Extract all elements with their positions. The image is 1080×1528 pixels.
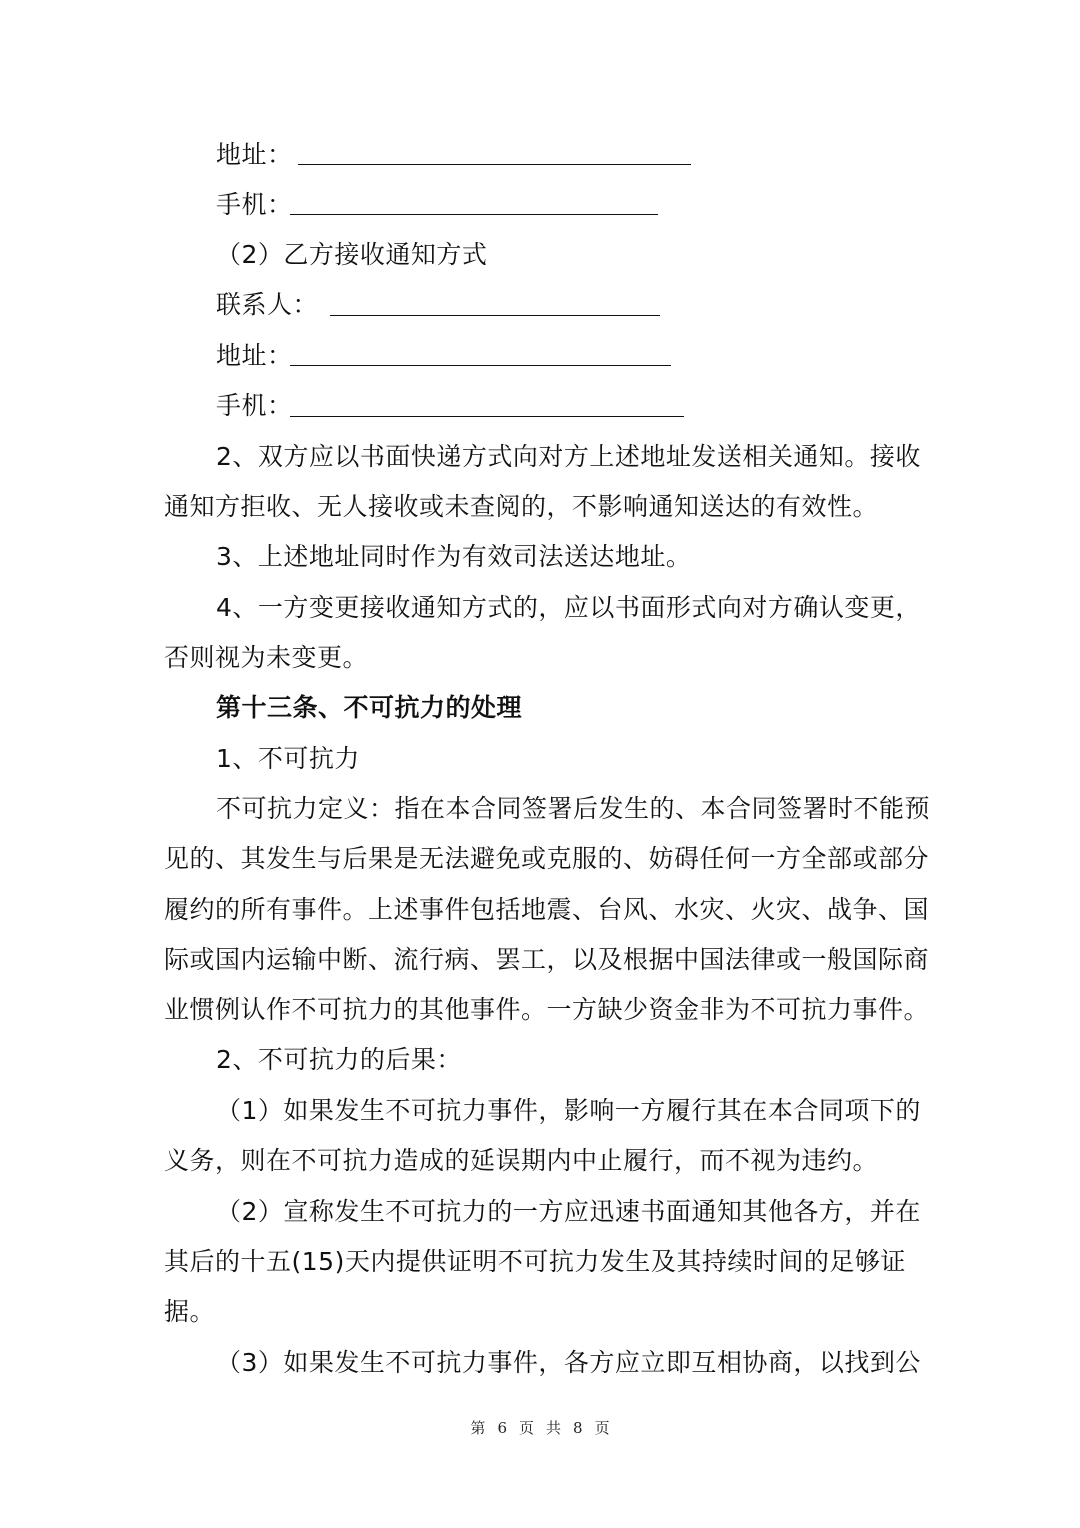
clause3: 3、上述地址同时作为有效司法送达地址。 [216,542,692,571]
footer-page-number: 6 [497,1419,507,1437]
item2-line: 据。 [164,1297,216,1326]
clause2-line1: 2、双方应以书面快递方式向对方上述地址发送相关通知。接收 [216,442,921,471]
article13-title: 第十三条、不可抗力的处理 [216,693,523,722]
page-footer [0,1417,1080,1438]
footer-ye: 页 [518,1419,534,1437]
phone-blank-a [290,214,658,215]
item2-line: （2）宣称发生不可抗力的一方应迅速书面通知其他各方，并在 [216,1197,921,1226]
footer-di: 第 [470,1419,486,1437]
address-label-a: 地址： [216,140,293,169]
footer-ye2: 页 [594,1419,610,1437]
phone-label-a: 手机： [216,190,293,219]
contact-label-b: 联系人： [216,290,319,319]
item1-line: 义务，则在不可抗力造成的延误期内中止履行，而不视为违约。 [164,1146,879,1175]
definition-line: 际或国内运输中断、流行病、罢工，以及根据中国法律或一般国际商 [164,945,930,974]
item1-line: （1）如果发生不可抗力事件，影响一方履行其在本合同项下的 [216,1096,921,1125]
address-blank-b [290,365,671,366]
definition-line: 业惯例认作不可抗力的其他事件。一方缺少资金非为不可抗力事件。 [164,995,930,1024]
definition-line: 见的、其发生与后果是无法避免或克服的、妨碍任何一方全部或部分 [164,844,930,873]
address-label-b: 地址： [216,341,293,370]
definition-line: 不可抗力定义：指在本合同签署后发生的、本合同签署时不能预 [216,794,931,823]
footer-total-pages: 8 [573,1419,583,1437]
footer-gong: 共 [546,1419,562,1437]
party-b-heading: （2）乙方接收通知方式 [216,240,488,269]
phone-label-b: 手机： [216,391,293,420]
item3-line: （3）如果发生不可抗力事件，各方应立即互相协商，以找到公 [216,1348,921,1377]
phone-blank-b [290,416,684,417]
clause4-line2: 否则视为未变更。 [164,643,369,672]
article13-sub2: 2、不可抗力的后果： [216,1045,462,1074]
address-blank-a [298,164,691,165]
definition-line: 履约的所有事件。上述事件包括地震、台风、水灾、火灾、战争、国 [164,895,930,924]
clause4-line1: 4、一方变更接收通知方式的，应以书面形式向对方确认变更， [216,593,921,622]
article13-sub1: 1、不可抗力 [216,744,360,773]
item2-line: 其后的十五(15)天内提供证明不可抗力发生及其持续时间的足够证 [164,1247,906,1276]
clause2-line2: 通知方拒收、无人接收或未查阅的，不影响通知送达的有效性。 [164,492,879,521]
contact-blank-b [330,315,660,316]
